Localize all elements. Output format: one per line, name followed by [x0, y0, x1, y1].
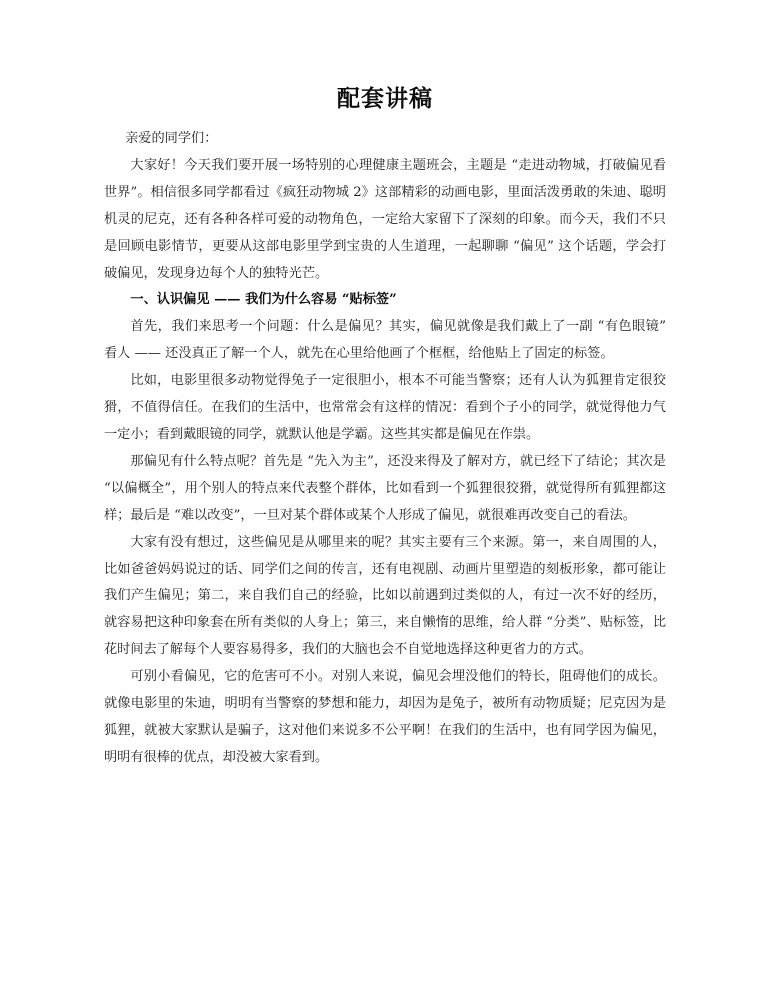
paragraph-definition: 首先，我们来思考一个问题：什么是偏见？其实，偏见就像是我们戴上了一副 “有色眼镜” 看人 —— 还没真正了解一个人，就先在心里给他画了个框框，给他贴上了固定的标签。 — [104, 319, 666, 362]
salutation-line: 亲爱的同学们： — [125, 131, 218, 146]
paragraph-traits: 那偏见有什么特点呢？首先是 “先入为主”，还没来得及了解对方，就已经下了结论；其次是 “以偏概全”，用个别人的特点来代表整个群体，比如看到一个狐狸很狡猾，就觉得所有狐狸都这样；最后是 “难以改变”，一旦对某个群体或某个人形成了偏见，就很难再改变自己的看法。 — [104, 453, 666, 523]
paragraph-harms: 可别小看偏见，它的危害可不小。对别人来说，偏见会埋没他们的特长，阻碍他们的成长。就像电影里的朱迪，明明有当警察的梦想和能力，却因为是兔子，被所有动物质疑；尼克因为是狐狸，就被大家默认是骗子，这对他们来说多不公平啊！在我们的生活中，也有同学因为偏见，明明有很棒的优点，却没被大家看到。 — [104, 669, 666, 765]
paragraph-intro: 大家好！今天我们要开展一场特别的心理健康主题班会，主题是 “走进动物城，打破偏见看世界”。相信很多同学都看过《疯狂动物城 2》这部精彩的动画电影，里面活泼勇敢的朱迪、聪明机灵的尼克，还有各种各样可爱的动物角色，一定给大家留下了深刻的印象。而今天，我们不只是回顾电影情节，更要从这部电影里学到宝贵的人生道理，一起聊聊 “偏见” 这个话题，学会打破偏见，发现身边每个人的独特光芒。 — [104, 157, 666, 281]
paragraph-sources: 大家有没有想过，这些偏见是从哪里来的呢？其实主要有三个来源。第一，来自周围的人，比如爸爸妈妈说过的话、同学们之间的传言，还有电视剧、动画片里塑造的刻板形象，都可能让我们产生偏见；第二，来自我们自己的经验，比如以前遇到过类似的人，有过一次不好的经历，就容易把这种印象套在所有类似的人身上；第三，来自懒惰的思维，给人群 “分类”、贴标签，比花时间去了解每个人要容易得多，我们的大脑也会不自觉地选择这种更省力的方式。 — [104, 534, 666, 658]
document-body — [0, 114, 770, 772]
paragraph-examples: 比如，电影里很多动物觉得兔子一定很胆小，根本不可能当警察；还有人认为狐狸肯定很狡猾，不值得信任。在我们的生活中，也常常会有这样的情况：看到个子小的同学，就觉得他力气一定小；看到戴眼镜的同学，就默认他是学霸。这些其实都是偏见在作祟。 — [104, 373, 666, 442]
section-heading-1: 一、认识偏见 —— 我们为什么容易 “贴标签” — [130, 292, 397, 308]
page-title: 配套讲稿 — [337, 85, 433, 112]
